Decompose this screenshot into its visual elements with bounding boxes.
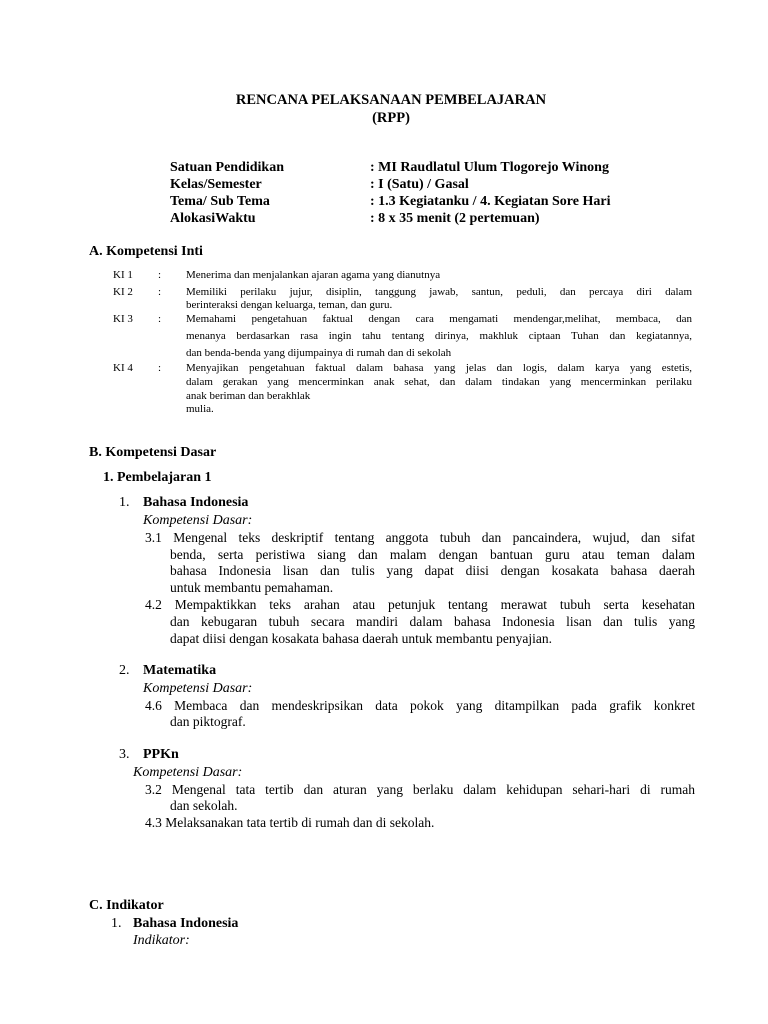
kd-label: Kompetensi Dasar: xyxy=(133,765,243,780)
identity-label: Kelas/Semester xyxy=(170,177,262,192)
identity-value: : 1.3 Kegiatanku / 4. Kegiatan Sore Hari xyxy=(370,194,611,209)
ki-text: Memahami pengetahuan faktual dengan cara mengamati mendengar,melihat, membaca, dan xyxy=(186,313,692,325)
identity-label: Tema/ Sub Tema xyxy=(170,194,270,209)
ki-colon: : xyxy=(158,269,162,281)
ki-text: mulia. xyxy=(186,403,214,415)
ki-code: KI 2 xyxy=(113,286,133,298)
ki-text: dan benda-benda yang dijumpainya di rumah dan di sekolah xyxy=(186,347,452,359)
kd-item-line: dan kebugaran tubuh secara mandiri dalam bahasa Indonesia lisan dan tulis yang xyxy=(170,614,695,629)
ki-text: Memiliki perilaku jujur, disiplin, tanggung jawab, santun, peduli, dan percaya diri dalam xyxy=(186,286,692,298)
doc-title: RENCANA PELAKSANAAN PEMBELAJARAN xyxy=(235,92,547,108)
subject-number: 1. xyxy=(119,495,130,510)
ki-code: KI 4 xyxy=(113,362,133,374)
ki-colon: : xyxy=(158,313,162,325)
ki-code: KI 1 xyxy=(113,269,133,281)
kd-item: 4.3 Melaksanakan tata tertib di rumah dan di sekolah. xyxy=(145,815,435,830)
subject-number: 2. xyxy=(119,663,130,678)
identity-value: : MI Raudlatul Ulum Tlogorejo Winong xyxy=(370,160,609,175)
pembelajaran-heading: 1. Pembelajaran 1 xyxy=(103,470,212,485)
identity-value: : I (Satu) / Gasal xyxy=(370,177,469,192)
kd-item: 4.6 Membaca dan mendeskripsikan data pokok yang ditampilkan pada grafik konkret xyxy=(145,698,695,713)
subject-name: Bahasa Indonesia xyxy=(143,495,249,510)
subject-name: Matematika xyxy=(143,663,217,678)
identity-label: Satuan Pendidikan xyxy=(170,160,284,175)
identity-label: AlokasiWaktu xyxy=(170,211,256,226)
subject-name: Bahasa Indonesia xyxy=(133,916,239,931)
section-a-heading: A. Kompetensi Inti xyxy=(89,244,203,259)
doc-subtitle: (RPP) xyxy=(372,110,410,126)
kd-item-line: dan sekolah. xyxy=(170,798,238,813)
kd-item-line: untuk membantu pemahaman. xyxy=(170,580,334,595)
ki-text: berinteraksi dengan keluarga, teman, dan guru. xyxy=(186,299,393,311)
kd-item-line: benda, serta peristiwa siang dan malam dengan bantuan guru atau teman dalam xyxy=(170,547,695,562)
identity-value: : 8 x 35 menit (2 pertemuan) xyxy=(370,211,540,226)
kd-item-line: dan piktograf. xyxy=(170,714,246,729)
ki-code: KI 3 xyxy=(113,313,133,325)
ki-text: dalam gerakan yang mencerminkan anak sehat, dan dalam tindakan yang mencerminkan perilaku xyxy=(186,376,692,388)
kd-item: 3.2 Mengenal tata tertib dan aturan yang berlaku dalam kehidupan sehari-hari di rumah xyxy=(145,782,695,797)
kd-item: 4.2 Mempaktikkan teks arahan atau petunjuk tentang merawat tubuh serta kesehatan xyxy=(145,597,695,612)
kd-item: 3.1 Mengenal teks deskriptif tentang anggota tubuh dan pancaindera, wujud, dan sifat xyxy=(145,530,695,545)
kd-label: Kompetensi Dasar: xyxy=(143,513,253,528)
kd-item-line: bahasa Indonesia lisan dan tulis yang dapat diisi dengan kosakata bahasa daerah xyxy=(170,563,695,578)
kd-item-line: dapat diisi dengan kosakata bahasa daerah untuk membantu penyajian. xyxy=(170,631,552,646)
subject-number: 3. xyxy=(119,747,130,762)
subject-name: PPKn xyxy=(143,747,179,762)
indikator-label: Indikator: xyxy=(133,933,190,948)
kd-label: Kompetensi Dasar: xyxy=(143,681,253,696)
ki-colon: : xyxy=(158,362,162,374)
ki-text: Menerima dan menjalankan ajaran agama yang dianutnya xyxy=(186,269,441,281)
ki-colon: : xyxy=(158,286,162,298)
ki-text: Menyajikan pengetahuan faktual dalam bahasa yang jelas dan logis, dalam karya yang estetis, xyxy=(186,362,692,374)
subject-number: 1. xyxy=(111,916,122,931)
ki-text: menanya berdasarkan rasa ingin tahu tentang dirinya, makhluk ciptaan Tuhan dan kegiatannya, xyxy=(186,330,692,342)
section-c-heading: C. Indikator xyxy=(89,898,164,913)
ki-text: anak beriman dan berakhlak xyxy=(186,390,311,402)
section-b-heading: B. Kompetensi Dasar xyxy=(89,445,217,460)
